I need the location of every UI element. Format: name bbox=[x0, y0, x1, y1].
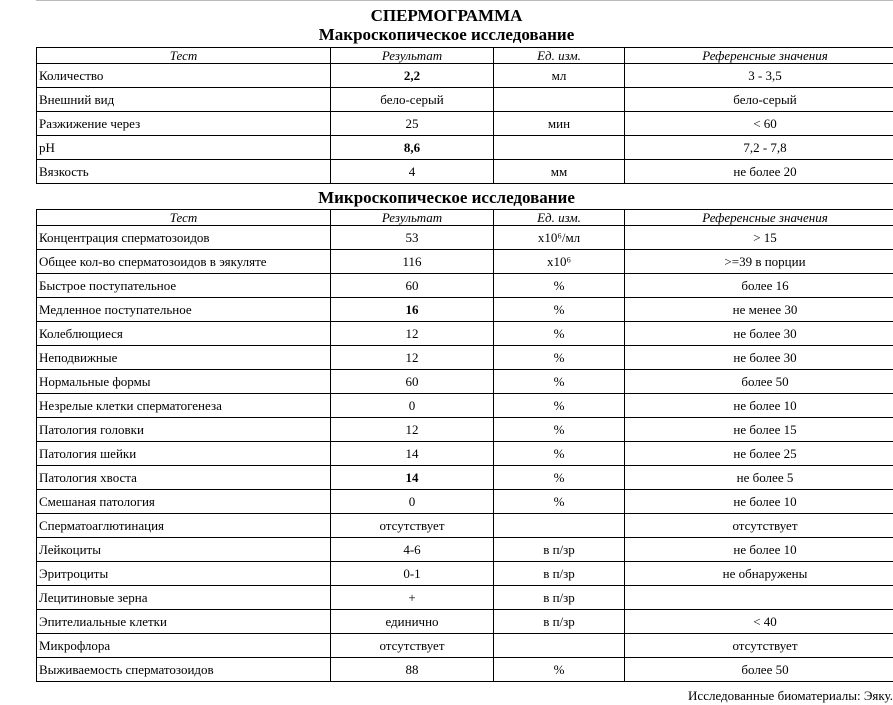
reference-cell: не более 10 bbox=[625, 394, 893, 418]
result-cell: 12 bbox=[331, 418, 494, 442]
unit-cell: % bbox=[494, 298, 625, 322]
result-cell: + bbox=[331, 586, 494, 610]
test-name-cell: Концентрация сперматозоидов bbox=[37, 226, 331, 250]
table-row bbox=[37, 442, 893, 466]
header-test: Тест bbox=[37, 210, 331, 226]
reference-cell: не более 10 bbox=[625, 538, 893, 562]
table-row bbox=[37, 610, 893, 634]
top-rule bbox=[36, 0, 893, 1]
table-row bbox=[37, 250, 893, 274]
result-cell: 16 bbox=[331, 298, 494, 322]
test-name-cell: Нормальные формы bbox=[37, 370, 331, 394]
test-name-cell: Вязкость bbox=[37, 160, 331, 184]
table-row bbox=[37, 112, 893, 136]
table-row bbox=[37, 160, 893, 184]
unit-cell: в п/зр bbox=[494, 586, 625, 610]
reference-cell: отсутствует bbox=[625, 634, 893, 658]
reference-cell: не более 5 bbox=[625, 466, 893, 490]
header-ref: Референсные значения bbox=[625, 48, 893, 64]
header-result: Результат bbox=[331, 210, 494, 226]
unit-cell bbox=[494, 634, 625, 658]
macro-results-table bbox=[36, 47, 893, 184]
result-cell: бело-серый bbox=[331, 88, 494, 112]
reference-cell: не более 30 bbox=[625, 346, 893, 370]
result-cell: 4-6 bbox=[331, 538, 494, 562]
reference-cell: не более 15 bbox=[625, 418, 893, 442]
reference-cell: не более 25 bbox=[625, 442, 893, 466]
reference-cell: более 50 bbox=[625, 658, 893, 682]
header-result: Результат bbox=[331, 48, 494, 64]
result-cell: 12 bbox=[331, 346, 494, 370]
reference-cell: >=39 в порции bbox=[625, 250, 893, 274]
table-row bbox=[37, 634, 893, 658]
reference-cell: не более 30 bbox=[625, 322, 893, 346]
header-test: Тест bbox=[37, 48, 331, 64]
result-cell: 0 bbox=[331, 394, 494, 418]
test-name-cell: Патология головки bbox=[37, 418, 331, 442]
table-row bbox=[37, 562, 893, 586]
document-title: СПЕРМОГРАММА bbox=[370, 6, 523, 25]
header-ref: Референсные значения bbox=[625, 210, 893, 226]
reference-cell: не более 10 bbox=[625, 490, 893, 514]
test-name-cell: Общее кол-во сперматозоидов в эякуляте bbox=[37, 250, 331, 274]
test-name-cell: Выживаемость сперматозоидов bbox=[37, 658, 331, 682]
unit-cell: % bbox=[494, 322, 625, 346]
unit-cell: в п/зр bbox=[494, 610, 625, 634]
unit-cell: в п/зр bbox=[494, 538, 625, 562]
test-name-cell: pH bbox=[37, 136, 331, 160]
table-row bbox=[37, 346, 893, 370]
table-row bbox=[37, 394, 893, 418]
result-cell: 60 bbox=[331, 274, 494, 298]
unit-cell: в п/зр bbox=[494, 562, 625, 586]
macro-header-row bbox=[37, 48, 893, 64]
test-name-cell: Медленное поступательное bbox=[37, 298, 331, 322]
table-row bbox=[37, 274, 893, 298]
result-cell: 14 bbox=[331, 442, 494, 466]
unit-cell: % bbox=[494, 442, 625, 466]
table-row bbox=[37, 658, 893, 682]
macro-section-heading: Макроскопическое исследование bbox=[318, 25, 575, 44]
result-cell: 25 bbox=[331, 112, 494, 136]
reference-cell bbox=[625, 586, 893, 610]
test-name-cell: Эритроциты bbox=[37, 562, 331, 586]
table-row bbox=[37, 298, 893, 322]
test-name-cell: Лецитиновые зерна bbox=[37, 586, 331, 610]
reference-cell: не более 20 bbox=[625, 160, 893, 184]
test-name-cell: Микрофлора bbox=[37, 634, 331, 658]
unit-cell: % bbox=[494, 346, 625, 370]
table-row bbox=[37, 418, 893, 442]
test-name-cell: Количество bbox=[37, 64, 331, 88]
unit-cell: % bbox=[494, 658, 625, 682]
unit-cell: x10⁶ bbox=[494, 250, 625, 274]
reference-cell: бело-серый bbox=[625, 88, 893, 112]
table-row bbox=[37, 538, 893, 562]
test-name-cell: Разжижение через bbox=[37, 112, 331, 136]
unit-cell bbox=[494, 88, 625, 112]
result-cell: 14 bbox=[331, 466, 494, 490]
test-name-cell: Колеблющиеся bbox=[37, 322, 331, 346]
result-cell: отсутствует bbox=[331, 634, 494, 658]
unit-cell: x10⁶/мл bbox=[494, 226, 625, 250]
unit-cell: % bbox=[494, 418, 625, 442]
test-name-cell: Лейкоциты bbox=[37, 538, 331, 562]
result-cell: 0 bbox=[331, 490, 494, 514]
micro-results-table bbox=[36, 209, 893, 682]
test-name-cell: Внешний вид bbox=[37, 88, 331, 112]
table-row bbox=[37, 370, 893, 394]
result-cell: 53 bbox=[331, 226, 494, 250]
test-name-cell: Незрелые клетки сперматогенеза bbox=[37, 394, 331, 418]
test-name-cell: Эпителиальные клетки bbox=[37, 610, 331, 634]
test-name-cell: Патология хвоста bbox=[37, 466, 331, 490]
result-cell: 12 bbox=[331, 322, 494, 346]
table-row bbox=[37, 466, 893, 490]
test-name-cell: Сперматоаглютинация bbox=[37, 514, 331, 538]
table-row bbox=[37, 514, 893, 538]
table-row bbox=[37, 586, 893, 610]
unit-cell: % bbox=[494, 490, 625, 514]
test-name-cell: Смешаная патология bbox=[37, 490, 331, 514]
table-row bbox=[37, 226, 893, 250]
unit-cell bbox=[494, 136, 625, 160]
unit-cell: мм bbox=[494, 160, 625, 184]
result-cell: единично bbox=[331, 610, 494, 634]
header-unit: Ед. изм. bbox=[494, 48, 625, 64]
reference-cell: < 60 bbox=[625, 112, 893, 136]
reference-cell: не обнаружены bbox=[625, 562, 893, 586]
micro-header-row bbox=[37, 210, 893, 226]
result-cell: 0-1 bbox=[331, 562, 494, 586]
reference-cell: < 40 bbox=[625, 610, 893, 634]
reference-cell: более 50 bbox=[625, 370, 893, 394]
result-cell: 8,6 bbox=[331, 136, 494, 160]
unit-cell: мл bbox=[494, 64, 625, 88]
biomaterial-footer: Исследованные биоматериалы: Эяку. bbox=[688, 688, 893, 703]
reference-cell: 7,2 - 7,8 bbox=[625, 136, 893, 160]
unit-cell bbox=[494, 514, 625, 538]
table-row bbox=[37, 136, 893, 160]
test-name-cell: Быстрое поступательное bbox=[37, 274, 331, 298]
table-row bbox=[37, 64, 893, 88]
reference-cell: не менее 30 bbox=[625, 298, 893, 322]
header-unit: Ед. изм. bbox=[494, 210, 625, 226]
test-name-cell: Патология шейки bbox=[37, 442, 331, 466]
result-cell: 60 bbox=[331, 370, 494, 394]
result-cell: 4 bbox=[331, 160, 494, 184]
reference-cell: более 16 bbox=[625, 274, 893, 298]
reference-cell: 3 - 3,5 bbox=[625, 64, 893, 88]
unit-cell: % bbox=[494, 466, 625, 490]
result-cell: отсутствует bbox=[331, 514, 494, 538]
unit-cell: мин bbox=[494, 112, 625, 136]
result-cell: 116 bbox=[331, 250, 494, 274]
reference-cell: отсутствует bbox=[625, 514, 893, 538]
micro-section-heading: Микроскопическое исследование bbox=[318, 188, 575, 207]
test-name-cell: Неподвижные bbox=[37, 346, 331, 370]
unit-cell: % bbox=[494, 394, 625, 418]
table-row bbox=[37, 490, 893, 514]
unit-cell: % bbox=[494, 274, 625, 298]
table-row bbox=[37, 88, 893, 112]
result-cell: 88 bbox=[331, 658, 494, 682]
result-cell: 2,2 bbox=[331, 64, 494, 88]
unit-cell: % bbox=[494, 370, 625, 394]
table-row bbox=[37, 322, 893, 346]
reference-cell: > 15 bbox=[625, 226, 893, 250]
